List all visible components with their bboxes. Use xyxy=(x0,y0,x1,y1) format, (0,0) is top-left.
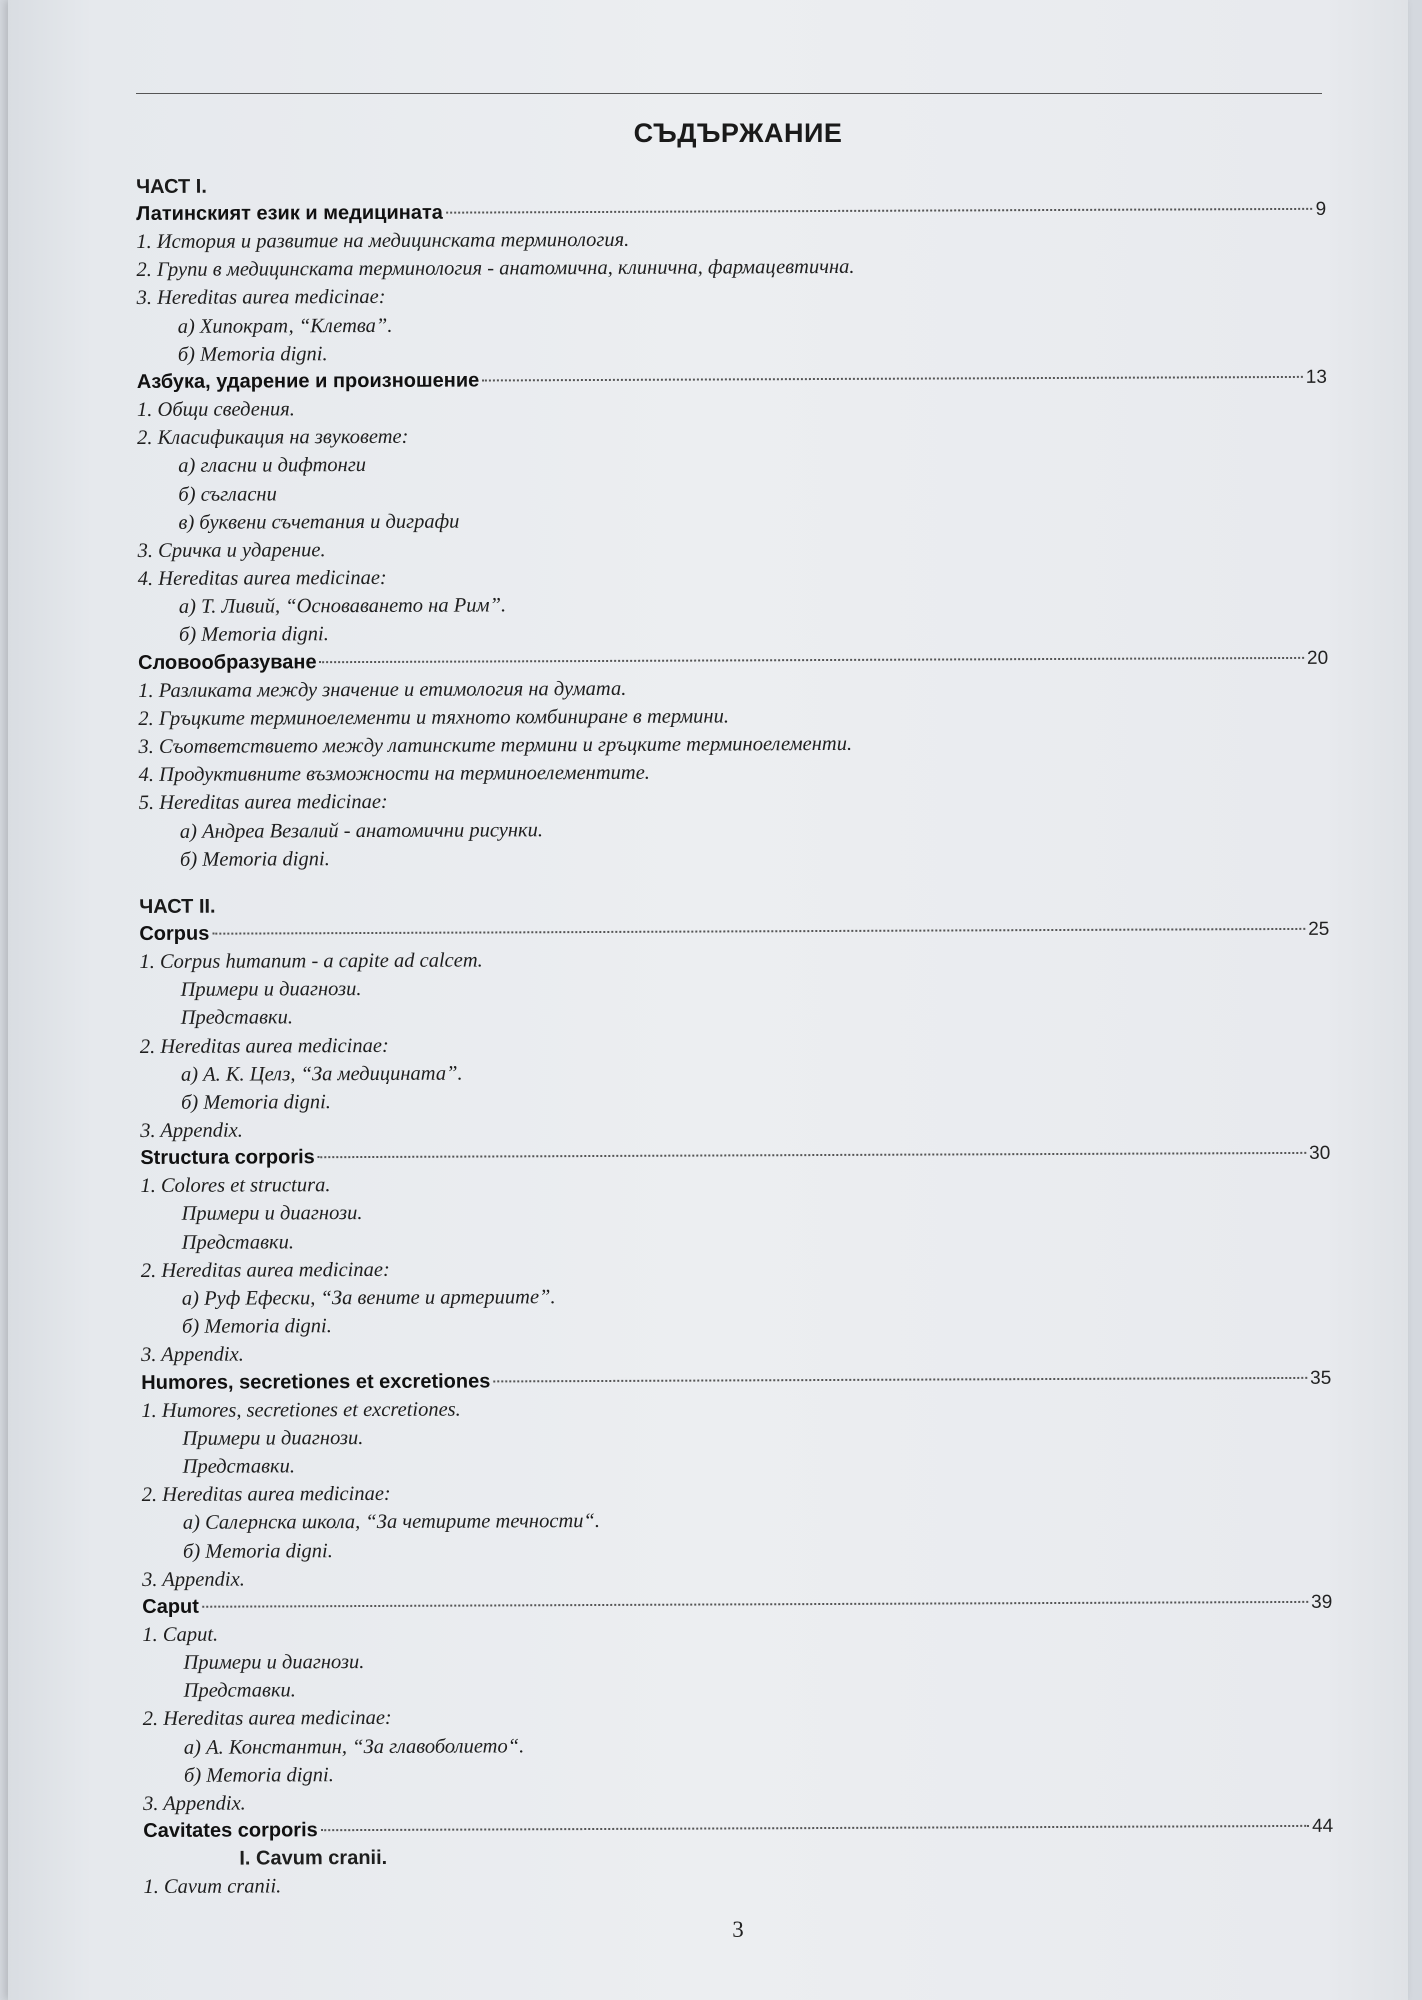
toc-subitem: 3. Сричка и ударение. xyxy=(137,539,326,562)
chapter-title: Латинският език и медицината xyxy=(136,201,443,225)
table-of-contents xyxy=(136,169,1334,1902)
toc-subitem: 5. Hereditas aurea medicinae: xyxy=(138,791,388,815)
toc-subitem: 1. Разликата между значение и етимология на думата. xyxy=(138,677,627,702)
toc-subitem: а) Салернска школа, “За четирите течности“. xyxy=(182,1510,601,1535)
chapter-page-number: 35 xyxy=(1310,1367,1332,1389)
toc-subitem: а) А. К. Целз, “За медицината”. xyxy=(180,1062,463,1086)
toc-subitem: 2. Hereditas aurea medicinae: xyxy=(139,1034,389,1058)
top-rule xyxy=(136,93,1322,94)
document-page xyxy=(8,0,1408,2000)
toc-subitem: б) Memoria digni. xyxy=(178,623,329,647)
part-heading: ЧАСТ I. xyxy=(136,175,207,198)
toc-subitem: б) Memoria digni. xyxy=(177,342,328,366)
toc-subitem: 2. Hereditas aurea medicinae: xyxy=(140,1258,390,1282)
dot-leader xyxy=(493,1376,1307,1382)
chapter-title: Humores, secretiones et excretiones xyxy=(141,1370,491,1394)
toc-subitem: Представки. xyxy=(181,1230,294,1254)
dot-leader xyxy=(482,376,1302,382)
toc-subitem: б) Memoria digni. xyxy=(179,847,330,871)
chapter-title: Азбука, ударение и произношение xyxy=(136,369,480,393)
dot-leader xyxy=(212,928,1305,935)
toc-subitem: 3. Appendix. xyxy=(140,1119,243,1143)
toc-subitem: 2. Hereditas aurea medicinae: xyxy=(142,1707,392,1731)
toc-subitem: 1. Humores, secretiones et excretiones. xyxy=(141,1398,461,1422)
toc-subitem: а) Руф Ефески, “За вените и артериите”. xyxy=(181,1286,556,1310)
toc-subitem: I. Cavum cranii. xyxy=(239,1847,388,1870)
page-title: СЪДЪРЖАНИЕ xyxy=(633,118,843,148)
toc-subitem: б) Memoria digni. xyxy=(181,1091,331,1114)
chapter-page-number: 20 xyxy=(1306,647,1329,669)
toc-subitem: а) А. Константин, “За главоболието“. xyxy=(183,1734,525,1759)
dot-leader xyxy=(321,1825,1309,1831)
toc-subitem: а) гласни и дифтонги xyxy=(178,454,367,478)
chapter-page-number: 39 xyxy=(1311,1591,1333,1613)
toc-subitem: а) Хипократ, “Клетва”. xyxy=(177,314,393,338)
toc-subitem: 1. Общи сведения. xyxy=(136,398,295,421)
chapter-page-number: 25 xyxy=(1308,918,1330,940)
toc-subitem: б) съгласни xyxy=(178,482,277,506)
toc-subitem: Примери и диагнози. xyxy=(182,1426,364,1450)
chapter-title: Cavitates corporis xyxy=(143,1819,318,1843)
chapter-title: Corpus xyxy=(139,922,210,945)
chapter-page-number: 9 xyxy=(1315,198,1327,220)
toc-subitem: Примери и диагнози. xyxy=(183,1651,365,1674)
dot-leader xyxy=(202,1601,1308,1608)
toc-subitem: Представки. xyxy=(183,1679,296,1703)
toc-subitem: 2. Класификация на звуковете: xyxy=(137,425,409,450)
dot-leader xyxy=(446,208,1313,214)
chapter-title: Caput xyxy=(142,1595,199,1618)
toc-subitem: б) Memoria digni. xyxy=(181,1315,332,1338)
toc-subitem: Представки. xyxy=(182,1455,295,1478)
chapter-page-number: 44 xyxy=(1312,1815,1334,1838)
toc-subitem: 1. Corpus humanum - a capite ad calcem. xyxy=(139,949,483,973)
toc-subitem: 1. Colores et structura. xyxy=(140,1174,331,1198)
toc-subitem: 3. Appendix. xyxy=(141,1343,244,1367)
toc-subitem: а) Т. Ливий, “Основаването на Рим”. xyxy=(178,594,507,619)
page-number: 3 xyxy=(732,1917,744,1942)
toc-subitem: в) буквени съчетания и диграфи xyxy=(178,510,460,534)
chapter-title: Structura corporis xyxy=(140,1146,315,1170)
toc-subitem: 1. Cavum cranii. xyxy=(143,1875,282,1899)
toc-subitem: 1. История и развитие на медицинската терминология. xyxy=(136,228,630,253)
toc-subitem: Примери и диагнози. xyxy=(181,1202,363,1226)
dot-leader xyxy=(318,1152,1306,1158)
dot-leader xyxy=(320,657,1304,663)
chapter-title: Словообразуване xyxy=(138,650,317,674)
toc-subitem: 1. Caput. xyxy=(142,1623,219,1646)
toc-subitem: а) Андреа Везалий - анатомични рисунки. xyxy=(179,818,544,843)
part-heading: ЧАСТ II. xyxy=(139,895,216,918)
toc-subitem: 4. Продуктивните възможности на терминоелементите. xyxy=(138,761,650,787)
toc-subitem: б) Memoria digni. xyxy=(183,1763,334,1787)
chapter-page-number: 30 xyxy=(1309,1143,1331,1165)
toc-subitem: б) Memoria digni. xyxy=(182,1539,333,1563)
toc-subitem: 4. Hereditas aurea medicinae: xyxy=(137,566,387,591)
toc-subitem: Представки. xyxy=(180,1006,294,1030)
toc-subitem: 2. Hereditas aurea medicinae: xyxy=(141,1483,391,1507)
toc-subitem: 3. Appendix. xyxy=(143,1792,246,1815)
toc-subitem: 2. Гръцките терминоелементи и тяхното комбиниране в термини. xyxy=(138,705,729,730)
toc-subitem: 2. Групи в медицинската терминология - анатомична, клинична, фармацевтична. xyxy=(136,256,855,282)
chapter-page-number: 13 xyxy=(1305,366,1327,388)
toc-subitem: 3. Hereditas aurea medicinae: xyxy=(136,286,386,310)
toc-subitem: 3. Съответствието между латинските термини и гръцките терминоелементи. xyxy=(138,732,853,758)
toc-subitem: 3. Appendix. xyxy=(142,1568,245,1591)
toc-subitem: Примери и диагнози. xyxy=(180,978,362,1001)
